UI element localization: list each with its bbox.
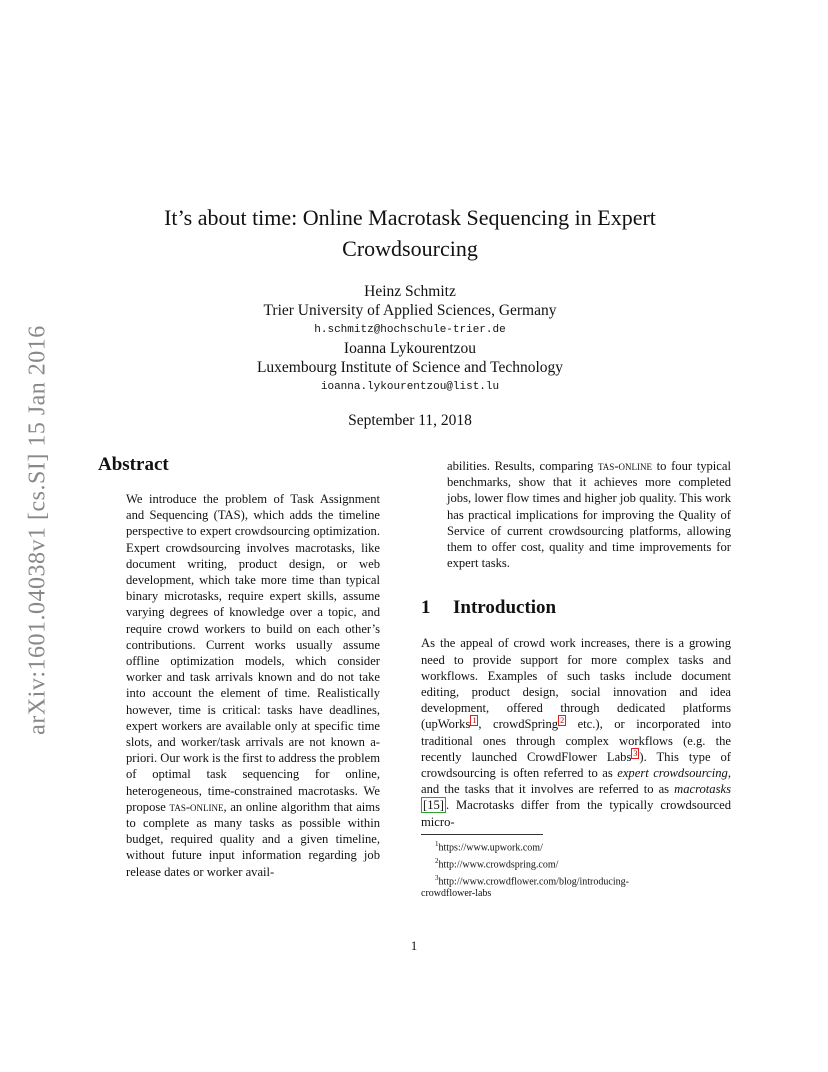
- footnote-1[interactable]: [421, 838, 731, 855]
- section-number: 1: [421, 597, 431, 619]
- footnote-mark: 1: [435, 839, 439, 848]
- abstract-text-part: abilities. Results, comparing: [447, 459, 594, 473]
- abstract-text: [126, 491, 380, 880]
- footnote-ref-3[interactable]: 3: [633, 748, 638, 758]
- footnote-3-continuation: crowdflower-labs: [421, 888, 492, 900]
- section-title: Introduction: [453, 597, 557, 619]
- author-email[interactable]: h.schmitz@hochschule-trier.de: [314, 324, 506, 336]
- author-email[interactable]: ioanna.lykourentzou@list.lu: [320, 381, 500, 393]
- abstract-text-part: , an online algorithm that aims to complete as many tasks as possible within budget, required quality and a given timeline, without future input information regarding job release dates or worker avail-: [126, 799, 380, 879]
- section-heading-introduction: [421, 597, 731, 619]
- page-number: 1: [410, 939, 418, 953]
- footnote-ref-2[interactable]: 2: [560, 716, 565, 726]
- paper-date: September 11, 2018: [348, 412, 472, 429]
- author-list: [120, 282, 700, 396]
- abstract-text-part: to four typical benchmarks, show that it achieves more completed jobs, lower flow times and higher job quality. This work has practical implications for improving the Quality of Service of current crowdsourcing platforms, allowing them to offer cost, quality and time improvements for expert tasks.: [447, 459, 731, 571]
- intro-text: As the appeal of crowd work increases, there is a growing need to provide support for more complex tasks and workflows. Examples of such tasks include document editing, product design, social innovation and idea development, offered through dedicated platforms (upWorks: [421, 636, 731, 732]
- footnote-url: http://www.crowdflower.com/blog/introducing-: [438, 875, 629, 887]
- footnote-mark: 3: [435, 873, 439, 882]
- citation-link[interactable]: [15]: [423, 798, 444, 813]
- author-affiliation: Luxembourg Institute of Science and Technology: [256, 359, 564, 376]
- intro-text: ). This type of crowdsourcing is often referred to as: [421, 749, 731, 781]
- algorithm-name: tas-online: [598, 459, 652, 473]
- emphasis-text: expert crowdsourcing: [617, 766, 728, 781]
- left-column: [98, 454, 380, 880]
- right-column: [421, 458, 731, 901]
- intro-text: etc.), or incorporated into traditional ones through complex workflows (e.g. the recently launched CrowdFlower Labs: [421, 717, 731, 764]
- emphasis-text: macrotasks: [674, 782, 731, 797]
- intro-paragraph: [421, 635, 731, 829]
- title-block: [120, 202, 700, 430]
- paper-title: [120, 202, 700, 264]
- author-name: Heinz Schmitz: [364, 283, 456, 300]
- title-line-1: It’s about time: Online Macrotask Sequencing in Expert: [164, 205, 656, 230]
- footnote-2[interactable]: [421, 855, 731, 872]
- abstract-continuation: [447, 458, 731, 571]
- author-affiliation: Trier University of Applied Sciences, Germany: [263, 302, 557, 319]
- title-line-2: Crowdsourcing: [342, 236, 478, 261]
- intro-text: , crowdSpring: [478, 717, 559, 732]
- footnote-url: https://www.upwork.com/: [438, 842, 543, 854]
- intro-text: . Macrotasks differ from the typically crowdsourced micro-: [421, 798, 731, 829]
- algorithm-name: tas-online: [169, 799, 224, 814]
- intro-text: , and the tasks that it involves are referred to as: [421, 766, 731, 797]
- author-name: Ioanna Lykourentzou: [343, 340, 477, 357]
- abstract-text-part: We introduce the problem of Task Assignment and Sequencing (TAS), which adds the timeline perspective to expert crowdsourcing optimization. Expert crowdsourcing involves macrotasks, like document writing, product design, or web development, which take more time than typical binary microtasks, require expert skills, assume varying degrees of knowledge over a topic, and require crowd workers to build on each other’s contributions. Current works usually assume offline optimization models, which consider worker and task arrivals known and do not take into account the element of time. Realistically however, time is critical: tasks have deadlines, expert workers are available only at specific time slots, and worker/task arrivals are not known a-priori. Our work is the first to address the problem of optimal task sequencing for online, heterogeneous, time-constrained macrotasks. We propose: [126, 492, 380, 814]
- footnote-url: http://www.crowdspring.com/: [438, 859, 559, 871]
- footnote-mark: 2: [435, 856, 439, 865]
- footnote-rule: [421, 834, 543, 835]
- footnote-3[interactable]: [421, 872, 731, 889]
- abstract-heading: Abstract: [98, 454, 169, 475]
- arxiv-stamp: arXiv:1601.04038v1 [cs.SI] 15 Jan 2016: [24, 325, 51, 735]
- footnote-ref-1[interactable]: 1: [472, 716, 477, 726]
